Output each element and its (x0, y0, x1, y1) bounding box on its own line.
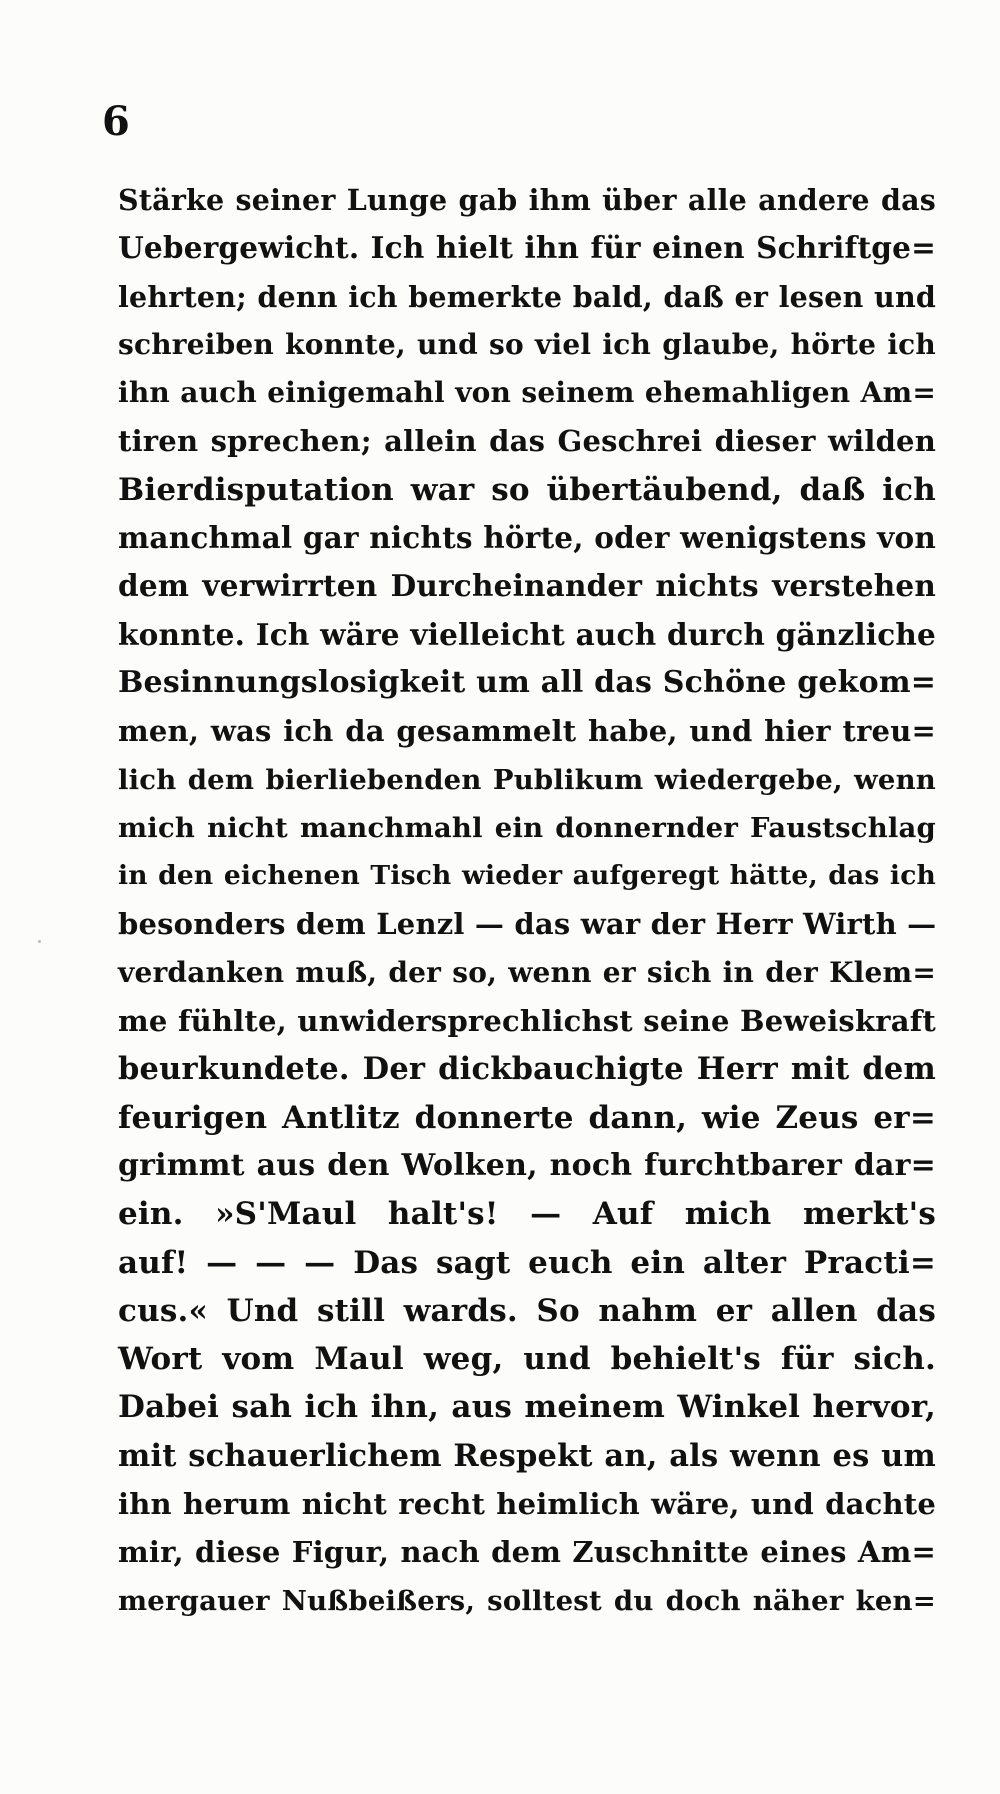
page-number: 6 (102, 98, 130, 145)
text-line: ihn auch einigemahl von seinem ehemahligen Am= (118, 376, 936, 410)
text-line: mit schauerlichem Respekt an, als wenn es um (118, 1437, 936, 1474)
text-line: Dabei sah ich ihn, aus meinem Winkel hervor, (118, 1389, 936, 1426)
text-line: dem verwirrten Durcheinander nichts verstehen (118, 568, 936, 604)
paper-speck (38, 940, 41, 943)
text-line: Wort vom Maul weg, und behielt's für sich. (118, 1341, 936, 1378)
text-line: mergauer Nußbeißers, solltest du doch näher ken= (118, 1584, 936, 1617)
text-line: verdanken muß, der so, wenn er sich in der Klem= (118, 955, 936, 989)
text-line: feurigen Antlitz donnerte dann, wie Zeus er= (118, 1099, 936, 1136)
text-line: mir, diese Figur, nach dem Zuschnitte eines Am= (118, 1535, 936, 1570)
text-line: beurkundete. Der dickbauchigte Herr mit dem (118, 1051, 936, 1088)
text-line: mich nicht manchmahl ein donnernder Faustschlag (118, 811, 936, 844)
text-line: besonders dem Lenzl — das war der Herr Wirth — (118, 907, 937, 942)
text-line: konnte. Ich wäre vielleicht auch durch gänzliche (118, 616, 936, 652)
body-text (118, 176, 936, 1625)
text-line: Stärke seiner Lunge gab ihm über alle andere das (118, 183, 936, 217)
text-line: tiren sprechen; allein das Geschrei dieser wilden (118, 424, 936, 459)
text-line: ihn herum nicht recht heimlich wäre, und dachte (118, 1487, 936, 1522)
text-line: schreiben konnte, und so viel ich glaube, hörte ich (118, 327, 936, 361)
text-line: Bierdisputation war so übertäubend, daß ich (118, 471, 936, 508)
text-line: manchmal gar nichts hörte, oder wenigstens von (118, 520, 936, 556)
text-line: Uebergewicht. Ich hielt ihn für einen Schriftge= (118, 230, 936, 266)
text-line: lehrten; denn ich bemerkte bald, daß er lesen und (118, 279, 936, 314)
text-line: in den eichenen Tisch wieder aufgeregt hätte, das ich (118, 860, 936, 892)
text-line: grimmt aus den Wolken, noch furchtbarer dar= (118, 1147, 936, 1183)
text-line: Besinnungslosigkeit um all das Schöne gekom= (118, 664, 937, 700)
text-line: men, was ich da gesammelt habe, und hier treu= (118, 714, 936, 749)
text-line: cus.« Und still wards. So nahm er allen das (118, 1292, 936, 1329)
text-line: lich dem bierliebenden Publikum wiedergebe, wenn (118, 763, 936, 796)
text-line: ein. »S'Maul halt's! — Auf mich merkt's (118, 1196, 936, 1233)
text-line: me fühlte, unwidersprechlichst seine Beweiskraft (118, 1004, 936, 1039)
text-line: auf! — — — Das sagt euch ein alter Practi= (118, 1244, 936, 1281)
